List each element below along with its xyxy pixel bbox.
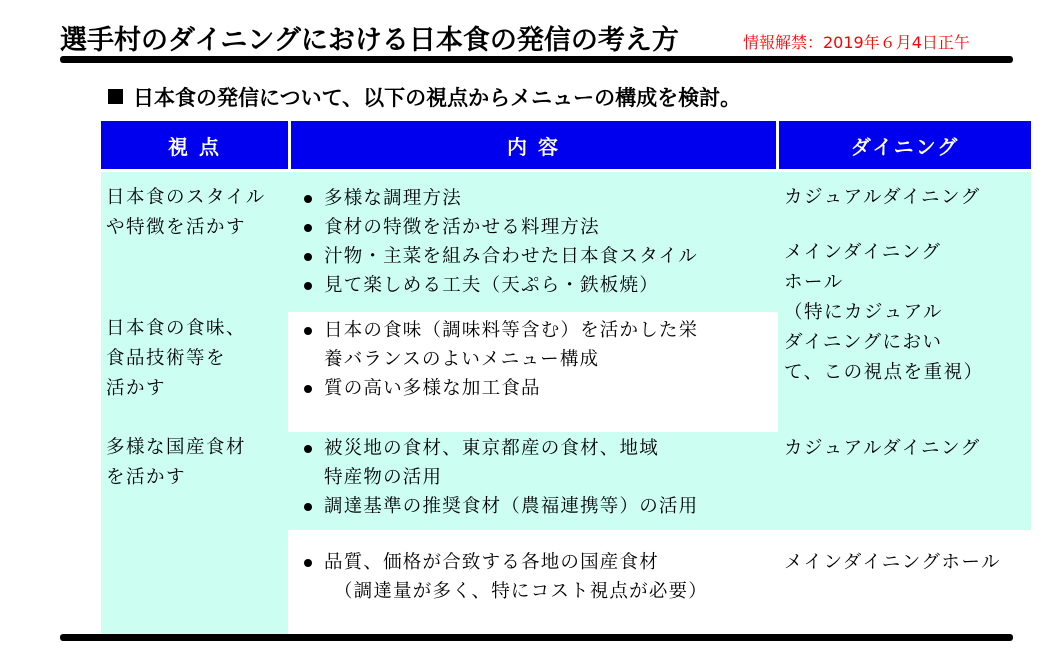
embargo-notice: 情報解禁：2019年６月4日正午 (743, 33, 970, 52)
viewpoint-ingredients (106, 433, 246, 493)
list-item: 品質、価格が合致する各地の国産食材 (300, 548, 708, 577)
list-item: 食材の特徴を活かせる料理方法 (300, 213, 698, 242)
dining-main-hall (784, 548, 1001, 578)
dining-casual-1 (784, 183, 981, 213)
dining-line: て、この視点を重視） (784, 362, 984, 383)
dining-row-4 (778, 530, 1031, 634)
dining-casual-2 (784, 434, 981, 464)
viewpoint-line: や特徴を活かす (106, 217, 247, 238)
dining-line: カジュアルダイニング (784, 187, 981, 208)
list-item: 多様な調理方法 (300, 184, 698, 213)
viewpoint-line: 食品技術等を (106, 348, 227, 369)
content-list-4 (300, 548, 708, 606)
dining-line: メインダイニング (784, 242, 942, 263)
viewpoint-line: 多様な国産食材 (106, 437, 247, 458)
viewpoint-line: 日本食の食味、 (106, 318, 247, 339)
list-item: 汁物・主菜を組み合わせた日本食スタイル (300, 242, 698, 271)
content-list-2 (300, 316, 698, 403)
header-content: 内 容 (291, 121, 776, 169)
title-rule (60, 56, 1013, 63)
square-bullet-icon (108, 89, 123, 104)
dining-line: メインダイニングホール (784, 552, 1002, 573)
viewpoint-line: 日本食のスタイル (106, 187, 266, 208)
list-item: 日本の食味（調味料等含む）を活かした栄 (300, 316, 698, 345)
list-item-continuation: 特産物の活用 (324, 467, 443, 488)
list-item-continuation: （調達量が多く、特にコスト視点が必要） (334, 581, 708, 602)
viewpoint-taste (106, 314, 246, 404)
section-heading (108, 82, 741, 112)
dining-line: ホール (784, 272, 844, 293)
list-item: 質の高い多様な加工食品 (300, 374, 698, 403)
viewpoint-style (106, 183, 266, 243)
section-heading-text: 日本食の発信について、以下の視点からメニューの構成を検討。 (133, 86, 742, 110)
dining-main-hall-note (784, 238, 984, 388)
list-item: 被災地の食材、東京都産の食材、地域 (300, 434, 698, 463)
header-dining: ダイニング (779, 121, 1031, 169)
viewpoint-line: を活かす (106, 467, 187, 488)
list-item: 調達基準の推奨食材（農福連携等）の活用 (300, 492, 698, 521)
title-bar (60, 12, 1020, 56)
viewpoint-line: 活かす (106, 378, 167, 399)
dining-line: （特にカジュアル (784, 302, 943, 323)
list-item-continuation: 養バランスのよいメニュー構成 (324, 349, 600, 370)
footer-rule (60, 634, 1013, 641)
dining-line: カジュアルダイニング (784, 438, 981, 459)
header-viewpoint: 視 点 (101, 121, 288, 169)
dining-line: ダイニングにおい (784, 332, 943, 353)
content-list-1 (300, 184, 698, 300)
list-item: 見て楽しめる工夫（天ぷら・鉄板焼） (300, 271, 698, 300)
content-list-3 (300, 434, 698, 521)
page-title: 選手村のダイニングにおける日本食の発信の考え方 (60, 25, 679, 56)
